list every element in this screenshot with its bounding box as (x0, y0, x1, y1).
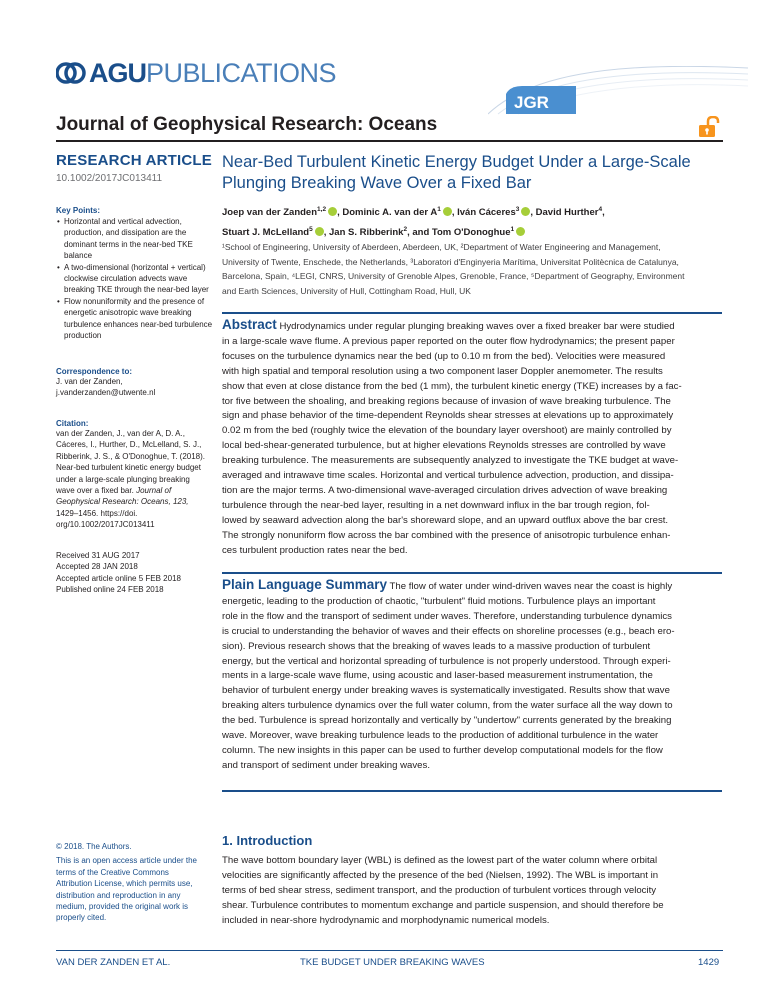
publisher-publications: PUBLICATIONS (146, 57, 337, 88)
abstract-line: with high spatial and temporal resolution using a two component laser Doppler anemometer. The results (222, 365, 663, 377)
jgr-badge-text: JGR (514, 93, 549, 112)
citation-authors: van der Zanden, J., van der A, D. A., Cáceres, I., Hurther, D., McLelland, S. J., Ribberink, J. S., & O'Donoghue, T. (2018). Near-bed turbulent kinetic energy budget under a large-scale plunging breaking wave over a fixed bar. (56, 429, 206, 496)
intro-line: included in near-shore hydrodynamic and morphodynamic numerical models. (222, 915, 550, 926)
license-text: This is an open access article under the terms of the Creative Commons Attribution License, which permits use, distribution and reproduction in any medium, provided the original work is properly cited. (56, 856, 197, 923)
agu-publications-logo (56, 58, 336, 88)
title-line: Plunging Breaking Wave Over a Fixed Bar (222, 174, 532, 192)
authors-line (222, 202, 722, 222)
author-name: Iván Cáceres (457, 207, 516, 219)
author-affiliation-number: 1 (437, 206, 441, 213)
introduction-text (222, 853, 724, 928)
published-date: Published online 24 FEB 2018 (56, 585, 164, 595)
title-line: Near-Bed Turbulent Kinetic Energy Budget Under a Large-Scale (222, 153, 691, 171)
article-title (222, 152, 732, 194)
summary-line: role in the flow and the transport of sediment under waves. Therefore, understanding turbulence dynamics (222, 610, 672, 622)
author-list (222, 202, 722, 241)
orcid-icon[interactable] (328, 207, 337, 216)
author-separator: , (530, 207, 536, 219)
summary-line: breaking alters turbulence dynamics over the full water column, from the water surface all the way down to (222, 700, 673, 712)
author-name: Joep van der Zanden (222, 207, 318, 219)
plain-summary-rule (222, 572, 722, 574)
author-affiliation-number: 4 (598, 206, 603, 213)
key-point: • Horizontal and vertical advection, production, and dissipation are the dominant terms in the near-bed TKE balance (64, 216, 214, 262)
key-points-list (56, 216, 214, 341)
introduction-heading: 1. Introduction (222, 833, 313, 848)
accepted-online-date: Accepted article online 5 FEB 2018 (56, 573, 181, 583)
citation-text (56, 428, 206, 531)
authors-line (222, 222, 722, 242)
plain-summary-label: Plain Language Summary (222, 577, 388, 592)
intro-line: shear. Turbulence contributes to momentum exchange and particle suspension, and should therefore be (222, 900, 664, 911)
intro-line: terms of bed shear stress, sediment transport, and the production of turbulent vortices through velocity (222, 885, 657, 896)
citation (56, 419, 206, 531)
correspondence (56, 367, 206, 399)
open-access-lock-icon (695, 116, 723, 138)
citation-journal: Journal of Geophysical Research: Oceans, 123, (56, 486, 189, 507)
abstract-line: in a large-scale wave flume. A previous paper reported on the outer flow hydrodynamics; the present paper (222, 335, 675, 347)
author-name: Tom O'Donoghue (431, 226, 511, 238)
key-points-heading: Key Points: (56, 206, 101, 215)
citation-doi[interactable]: 1429–1456. https://doi. org/10.1002/2017JC013411 (56, 508, 155, 530)
article-type: RESEARCH ARTICLE (56, 152, 212, 169)
abstract-line: lowed by seaward advection along the bar's shoreward slope, and an upward outflux above the bar crest. (222, 514, 669, 526)
affiliations (222, 240, 727, 298)
orcid-icon[interactable] (443, 207, 452, 216)
publisher-agu: AGU (89, 57, 146, 88)
author-affiliation-number: 2 (403, 225, 408, 233)
author-separator: , (323, 226, 330, 238)
abstract (222, 318, 724, 559)
article-doi: 10.1002/2017JC013411 (56, 173, 163, 184)
received-date: Received 31 AUG 2017 (56, 551, 140, 560)
abstract-line: The strongly nonuniform flow across the bar combined with the presence of anisotropic turbulence enhan- (222, 529, 671, 541)
summary-line: is crucial to understanding the behavior of waves and their effects on shoreline processes (e.g., beach ero- (222, 625, 675, 637)
author-name: Jan S. Ribberink (329, 226, 404, 238)
author-affiliation-number: 1 (510, 225, 515, 233)
author-separator: , (337, 207, 343, 219)
orcid-icon[interactable] (315, 227, 324, 236)
header-rule (56, 140, 723, 142)
abstract-label: Abstract (222, 317, 277, 332)
plain-language-summary (222, 578, 724, 774)
summary-line: energy, but the vertical and horizontal spreading of turbulence is not properly understood. Through experi- (222, 655, 671, 667)
abstract-line: averaged and intrawave time scales. Horizontal and vertical turbulence advection, production, and dissipa- (222, 470, 674, 482)
jgr-badge-graphic (488, 66, 748, 116)
author-separator: , (451, 207, 458, 219)
abstract-line: local bed-shear-generated turbulence, but at higher elevations Reynolds stresses are controlled by wave (222, 440, 666, 452)
abstract-line: breaking turbulence. The measurements are subsequently analyzed to investigate the TKE budget at wave- (222, 455, 679, 467)
accepted-date: Accepted 28 JAN 2018 (56, 562, 138, 572)
correspondence-name: J. van der Zanden, (56, 377, 123, 386)
key-points (56, 206, 214, 341)
abstract-line: sign and phase behavior of the time-dependent Reynolds shear stresses at elevations up to approximately (222, 410, 674, 422)
abstract-line: tion are the major terms. A two-dimensional wave-averaged circulation drives advection of wave breaking (222, 484, 668, 496)
abstract-line: turbulence through the near-bed layer, resulting in a net downward influx in the bar trough region, fol- (222, 499, 650, 511)
plain-summary-bottom-rule (222, 790, 722, 792)
summary-line: wave. Moreover, wave breaking turbulence leads to the production of additional turbulence in the water (222, 730, 659, 742)
page-number: 1429 (698, 957, 720, 968)
summary-line: The flow of water under wind-driven waves near the coast is highly (389, 581, 673, 592)
affiliation-line: University of Twente, Enschede, the Netherlands, ³Laboratori d'Enginyeria Marítima, Universitat Politècnica de Catalunya, (222, 256, 679, 267)
author-name: David Hurther (535, 207, 599, 219)
correspondence-heading: Correspondence to: (56, 367, 133, 376)
intro-line: The wave bottom boundary layer (WBL) is defined as the lowest part of the water column where orbital (222, 855, 658, 866)
author-separator: , (602, 207, 605, 219)
abstract-line: show that even at close distance from the bed (1 mm), the turbulent kinetic energy (TKE) increases by a fac- (222, 380, 682, 392)
orcid-icon[interactable] (516, 227, 525, 236)
author-name: Dominic A. van der A (342, 207, 438, 219)
author-affiliation-number: 1,2 (317, 206, 327, 213)
footer-running-title: TKE BUDGET UNDER BREAKING WAVES (300, 957, 485, 968)
author-name: Stuart J. McLelland (222, 226, 310, 238)
abstract-line: 0.02 m from the bed (roughly twice the elevation of the boundary layer overshoot) are mainly controlled by (222, 425, 672, 437)
summary-line: and transport of sediment under breaking waves. (222, 759, 430, 771)
journal-title: Journal of Geophysical Research: Oceans (56, 114, 438, 135)
abstract-line: Hydrodynamics under regular plunging breaking waves over a fixed breaker bar were studied (279, 321, 675, 332)
summary-line: sion). Previous research shows that the breaking of waves leads to a massive production of turbulent (222, 640, 651, 652)
abstract-line: ces turbulent production rates near the bed. (222, 544, 408, 556)
copyright: © 2018. The Authors. (56, 842, 132, 851)
affiliation-line: ¹School of Engineering, University of Aberdeen, Aberdeen, UK, ²Department of Water Engineering and Management, (222, 242, 661, 252)
abstract-line: tor five between the shoaling, and breaking regions because of invasion of wave breaking turbulence. The (222, 395, 671, 407)
license-block (56, 841, 206, 924)
footer-rule (56, 950, 723, 951)
footer-authors: VAN DER ZANDEN ET AL. (56, 957, 171, 968)
summary-line: behavior of turbulent energy under breaking waves is systematically investigated. Results show that wave (222, 685, 670, 697)
citation-heading: Citation: (56, 419, 89, 428)
key-point: • A two-dimensional (horizontal + vertical) clockwise circulation advects wave breaking TKE through the near-bed layer (64, 262, 214, 296)
correspondence-email[interactable]: j.vanderzanden@utwente.nl (56, 388, 156, 398)
abstract-line: focuses on the turbulence dynamics near the bed (up to 0.10 m from the bed). Velocities were measured (222, 350, 666, 362)
summary-line: ments in a large-scale wave flume, using acoustic and laser-based measurement instrumentation, the (222, 670, 653, 682)
author-affiliation-number: 5 (309, 225, 313, 233)
author-separator: , and (407, 226, 432, 238)
article-history (56, 550, 181, 596)
summary-line: energetic, leading to the production of chaotic, "turbulent" fluid motions. Turbulence plays an important (222, 595, 656, 607)
key-point: • Flow nonuniformity and the presence of energetic anisotropic wave breaking turbulence enhances near-bed turbulence production (64, 296, 214, 342)
abstract-rule (222, 312, 722, 314)
author-affiliation-number: 3 (515, 206, 520, 213)
orcid-icon[interactable] (521, 207, 530, 216)
summary-line: column. The new insights in this paper can be used to further develop computational models for the flow (222, 744, 663, 756)
intro-line: velocities are significantly affected by the presence of the bed (Nielsen, 1992). The WBL is important in (222, 870, 659, 881)
summary-line: the bed. Turbulence is spread horizontally and vertically by "undertow" currents generated by the breaking (222, 715, 672, 727)
affiliation-line: Barcelona, Spain, ⁴LEGI, CNRS, University of Grenoble Alpes, Grenoble, France, ⁵Department of Geography, Environment (222, 271, 685, 281)
affiliation-line: and Earth Sciences, University of Hull, Cottingham Road, Hull, UK (222, 285, 471, 296)
agu-logo-icon (56, 60, 86, 86)
